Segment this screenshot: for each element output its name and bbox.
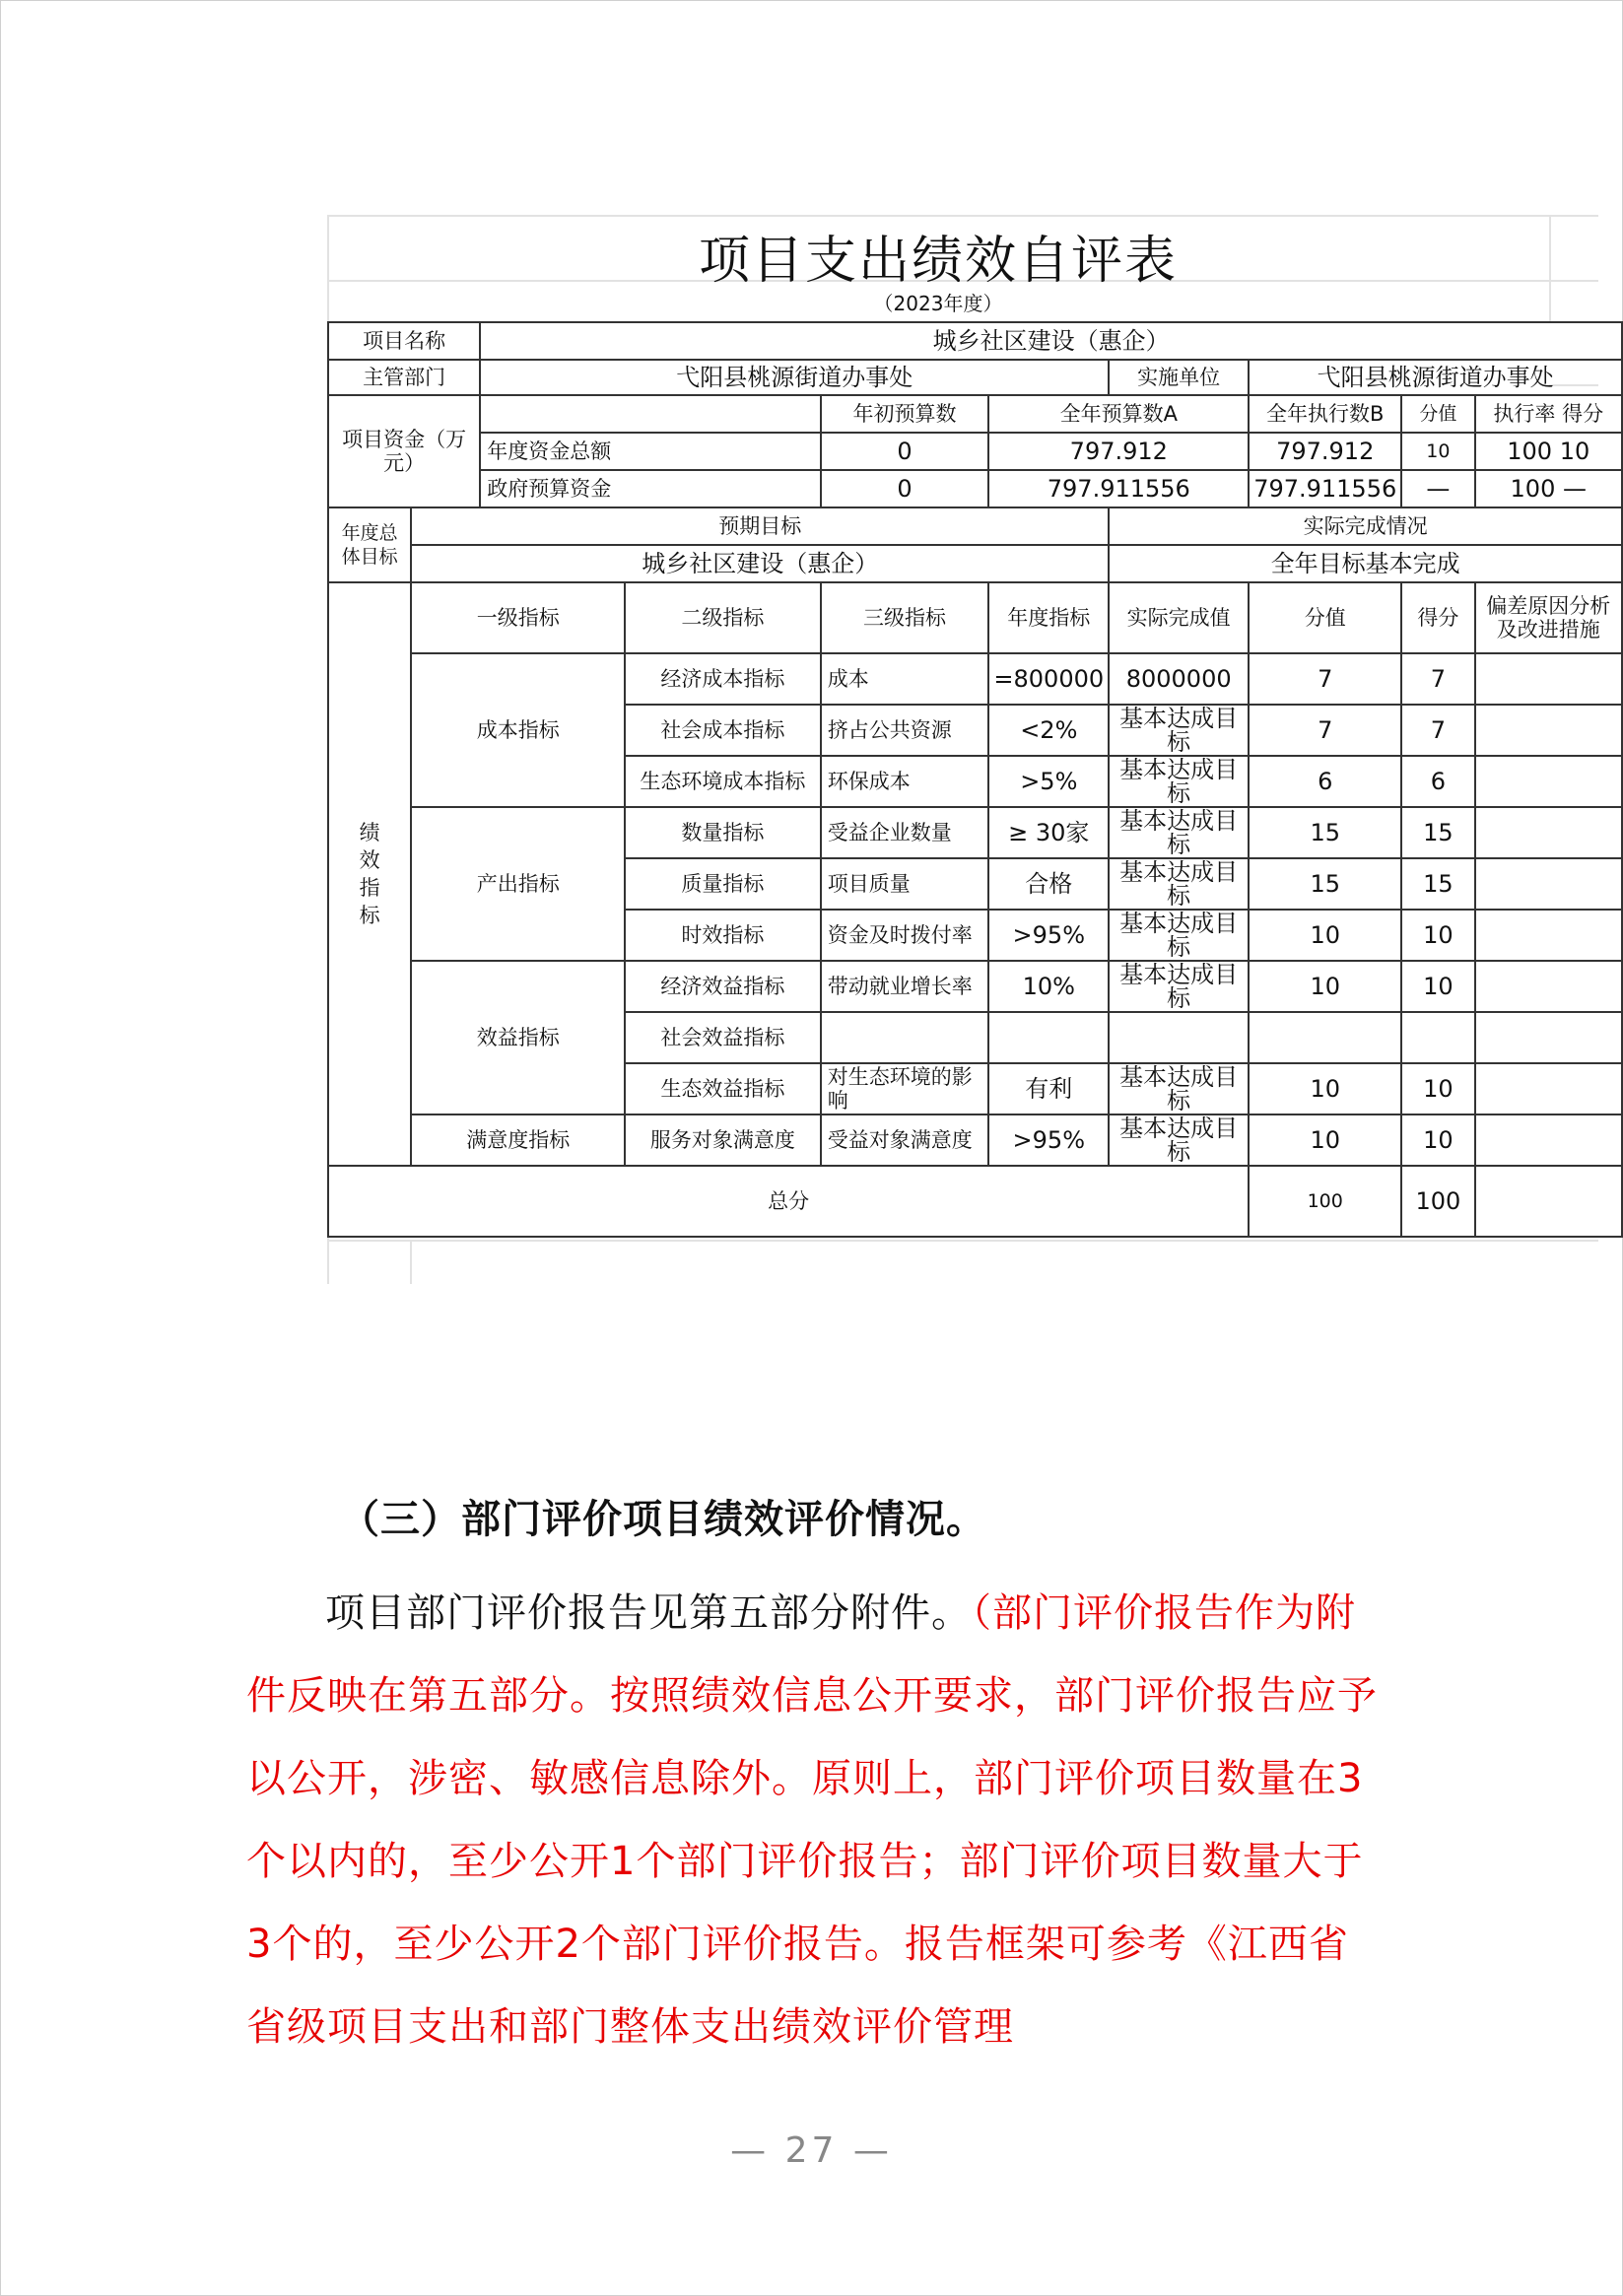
row-l3: 对生态环境的影响 (821, 1063, 989, 1114)
row-l3: 资金及时拨付率 (821, 910, 989, 961)
row-l2: 社会效益指标 (625, 1012, 821, 1063)
col-score: 得分 (1562, 402, 1604, 426)
hdr-l2: 二级指标 (625, 582, 821, 653)
row-actual: 基本达成目标 (1109, 756, 1249, 807)
impl-unit-label: 实施单位 (1109, 360, 1249, 395)
row-deviation (1475, 1012, 1622, 1063)
row-actual: 基本达成目标 (1109, 858, 1249, 910)
cat-satisfaction: 满意度指标 (411, 1114, 625, 1166)
row-value: 6 (1249, 756, 1401, 807)
row-score: 10 (1401, 1063, 1474, 1114)
hdr-l1: 一级指标 (411, 582, 625, 653)
fund-row-label: 年度资金总额 (480, 433, 820, 470)
actual-label: 实际完成情况 (1109, 507, 1622, 545)
row-target: >5% (988, 756, 1109, 807)
row-score: 7 (1401, 705, 1474, 756)
row-deviation (1475, 1063, 1622, 1114)
row-deviation (1475, 910, 1622, 961)
row-value: 15 (1249, 858, 1401, 910)
fund-rate-and-score (1475, 470, 1622, 507)
row-score: 6 (1401, 756, 1474, 807)
row-score: 10 (1401, 910, 1474, 961)
total-score: 100 (1401, 1166, 1474, 1237)
row-target: =800000 (988, 653, 1109, 705)
hdr-score: 得分 (1401, 582, 1474, 653)
row-actual: 基本达成目标 (1109, 1063, 1249, 1114)
row-target: 合格 (988, 858, 1109, 910)
row-actual: 基本达成目标 (1109, 1114, 1249, 1166)
fund-score: 10 (1559, 438, 1590, 465)
row-actual: 基本达成目标 (1109, 807, 1249, 858)
row-target: 10% (988, 961, 1109, 1012)
row-score: 10 (1401, 1114, 1474, 1166)
actual-goal: 全年目标基本完成 (1109, 545, 1622, 582)
row-l3: 环保成本 (821, 756, 989, 807)
row-target: 有利 (988, 1063, 1109, 1114)
fund-exec: 797.911556 (1249, 470, 1401, 507)
fund-rate: 100 (1507, 438, 1553, 465)
section-paragraph (246, 1572, 1380, 2068)
fund-score-value: — (1401, 470, 1474, 507)
row-actual: 8000000 (1109, 653, 1249, 705)
col-annual: 全年预算数A (988, 395, 1249, 433)
table-year: （2023年度） (873, 292, 1003, 315)
row-actual: 基本达成目标 (1109, 961, 1249, 1012)
fund-rate: 100 (1510, 475, 1556, 503)
row-target: >95% (988, 1114, 1109, 1166)
funds-label: 项目资金（万元） (328, 395, 480, 507)
paragraph-intro: 项目部门评价报告见第五部分附件。 (325, 1590, 972, 1636)
row-target: <2% (988, 705, 1109, 756)
row-l3: 项目质量 (821, 858, 989, 910)
perf-label: 绩效指标 (328, 582, 411, 1166)
row-target: ≥ 30家 (988, 807, 1109, 858)
row-actual (1109, 1012, 1249, 1063)
row-target (988, 1012, 1109, 1063)
fund-initial: 0 (821, 433, 989, 470)
row-l2: 生态效益指标 (625, 1063, 821, 1114)
project-name-label: 项目名称 (328, 322, 480, 360)
row-score (1401, 1012, 1474, 1063)
row-actual: 基本达成目标 (1109, 705, 1249, 756)
row-actual: 基本达成目标 (1109, 910, 1249, 961)
expected-goal: 城乡社区建设（惠企） (411, 545, 1109, 582)
row-value: 7 (1249, 705, 1401, 756)
hdr-value: 分值 (1249, 582, 1401, 653)
table-title: 项目支出绩效自评表 (698, 232, 1178, 291)
row-deviation (1475, 807, 1622, 858)
goal-label: 年度总体目标 (328, 507, 411, 582)
page-number: — 27 — (730, 2130, 893, 2171)
row-l2: 数量指标 (625, 807, 821, 858)
section-heading: （三）部门评价项目绩效评价情况。 (340, 1497, 986, 1542)
row-value: 15 (1249, 807, 1401, 858)
total-value: 100 (1249, 1166, 1401, 1237)
fund-exec: 797.912 (1249, 433, 1401, 470)
row-value (1249, 1012, 1401, 1063)
row-value: 10 (1249, 1063, 1401, 1114)
performance-table (327, 321, 1623, 1238)
funds-header-blank (480, 395, 820, 433)
cat-benefit: 效益指标 (411, 961, 625, 1114)
fund-score-value: 10 (1401, 433, 1474, 470)
cat-cost: 成本指标 (411, 653, 625, 807)
total-deviation (1475, 1166, 1622, 1237)
cat-output: 产出指标 (411, 807, 625, 961)
row-value: 10 (1249, 910, 1401, 961)
row-l2: 服务对象满意度 (625, 1114, 821, 1166)
row-score: 15 (1401, 858, 1474, 910)
impl-unit-value: 弋阳县桃源街道办事处 (1249, 360, 1622, 395)
dept-value: 弋阳县桃源街道办事处 (480, 360, 1109, 395)
row-deviation (1475, 756, 1622, 807)
row-l2: 质量指标 (625, 858, 821, 910)
row-deviation (1475, 858, 1622, 910)
fund-annual: 797.911556 (988, 470, 1249, 507)
fund-annual: 797.912 (988, 433, 1249, 470)
row-l2: 经济成本指标 (625, 653, 821, 705)
row-deviation (1475, 705, 1622, 756)
row-deviation (1475, 961, 1622, 1012)
project-name-value: 城乡社区建设（惠企） (480, 322, 1622, 360)
row-l2: 经济效益指标 (625, 961, 821, 1012)
row-deviation (1475, 1114, 1622, 1166)
fund-rate-and-score (1475, 433, 1622, 470)
col-initial: 年初预算数 (821, 395, 989, 433)
row-l3: 带动就业增长率 (821, 961, 989, 1012)
row-l3: 挤占公共资源 (821, 705, 989, 756)
fund-row-label: 政府预算资金 (480, 470, 820, 507)
row-deviation (1475, 653, 1622, 705)
row-l2: 生态环境成本指标 (625, 756, 821, 807)
hdr-l3: 三级指标 (821, 582, 989, 653)
row-l3: 受益对象满意度 (821, 1114, 989, 1166)
row-score: 7 (1401, 653, 1474, 705)
total-label: 总分 (328, 1166, 1249, 1237)
row-score: 10 (1401, 961, 1474, 1012)
col-exec-rate-and-score (1475, 395, 1622, 433)
row-l3 (821, 1012, 989, 1063)
row-l3: 成本 (821, 653, 989, 705)
hdr-deviation: 偏差原因分析及改进措施 (1475, 582, 1622, 653)
col-exec-rate: 执行率 (1493, 402, 1556, 426)
col-exec: 全年执行数B (1249, 395, 1401, 433)
row-value: 10 (1249, 961, 1401, 1012)
row-l2: 时效指标 (625, 910, 821, 961)
expected-label: 预期目标 (411, 507, 1109, 545)
hdr-actual: 实际完成值 (1109, 582, 1249, 653)
col-score-value: 分值 (1401, 395, 1474, 433)
paragraph-red-note: （部门评价报告作为附件反映在第五部分。按照绩效信息公开要求，部门评价报告应予以公开，涉密、敏感信息除外。原则上，部门评价项目数量在3个以内的，至少公开1个部门评价报告；部门评价项目数量大于3个的，至少公开2个部门评价报告。报告框架可参考《江西省省级项目支出和部门整体支出绩效评价管理 (246, 1590, 1378, 2050)
row-value: 7 (1249, 653, 1401, 705)
hdr-target: 年度指标 (988, 582, 1109, 653)
row-l3: 受益企业数量 (821, 807, 989, 858)
row-target: >95% (988, 910, 1109, 961)
dept-label: 主管部门 (328, 360, 480, 395)
row-value: 10 (1249, 1114, 1401, 1166)
row-l2: 社会成本指标 (625, 705, 821, 756)
row-score: 15 (1401, 807, 1474, 858)
fund-initial: 0 (821, 470, 989, 507)
fund-score: — (1562, 475, 1587, 503)
